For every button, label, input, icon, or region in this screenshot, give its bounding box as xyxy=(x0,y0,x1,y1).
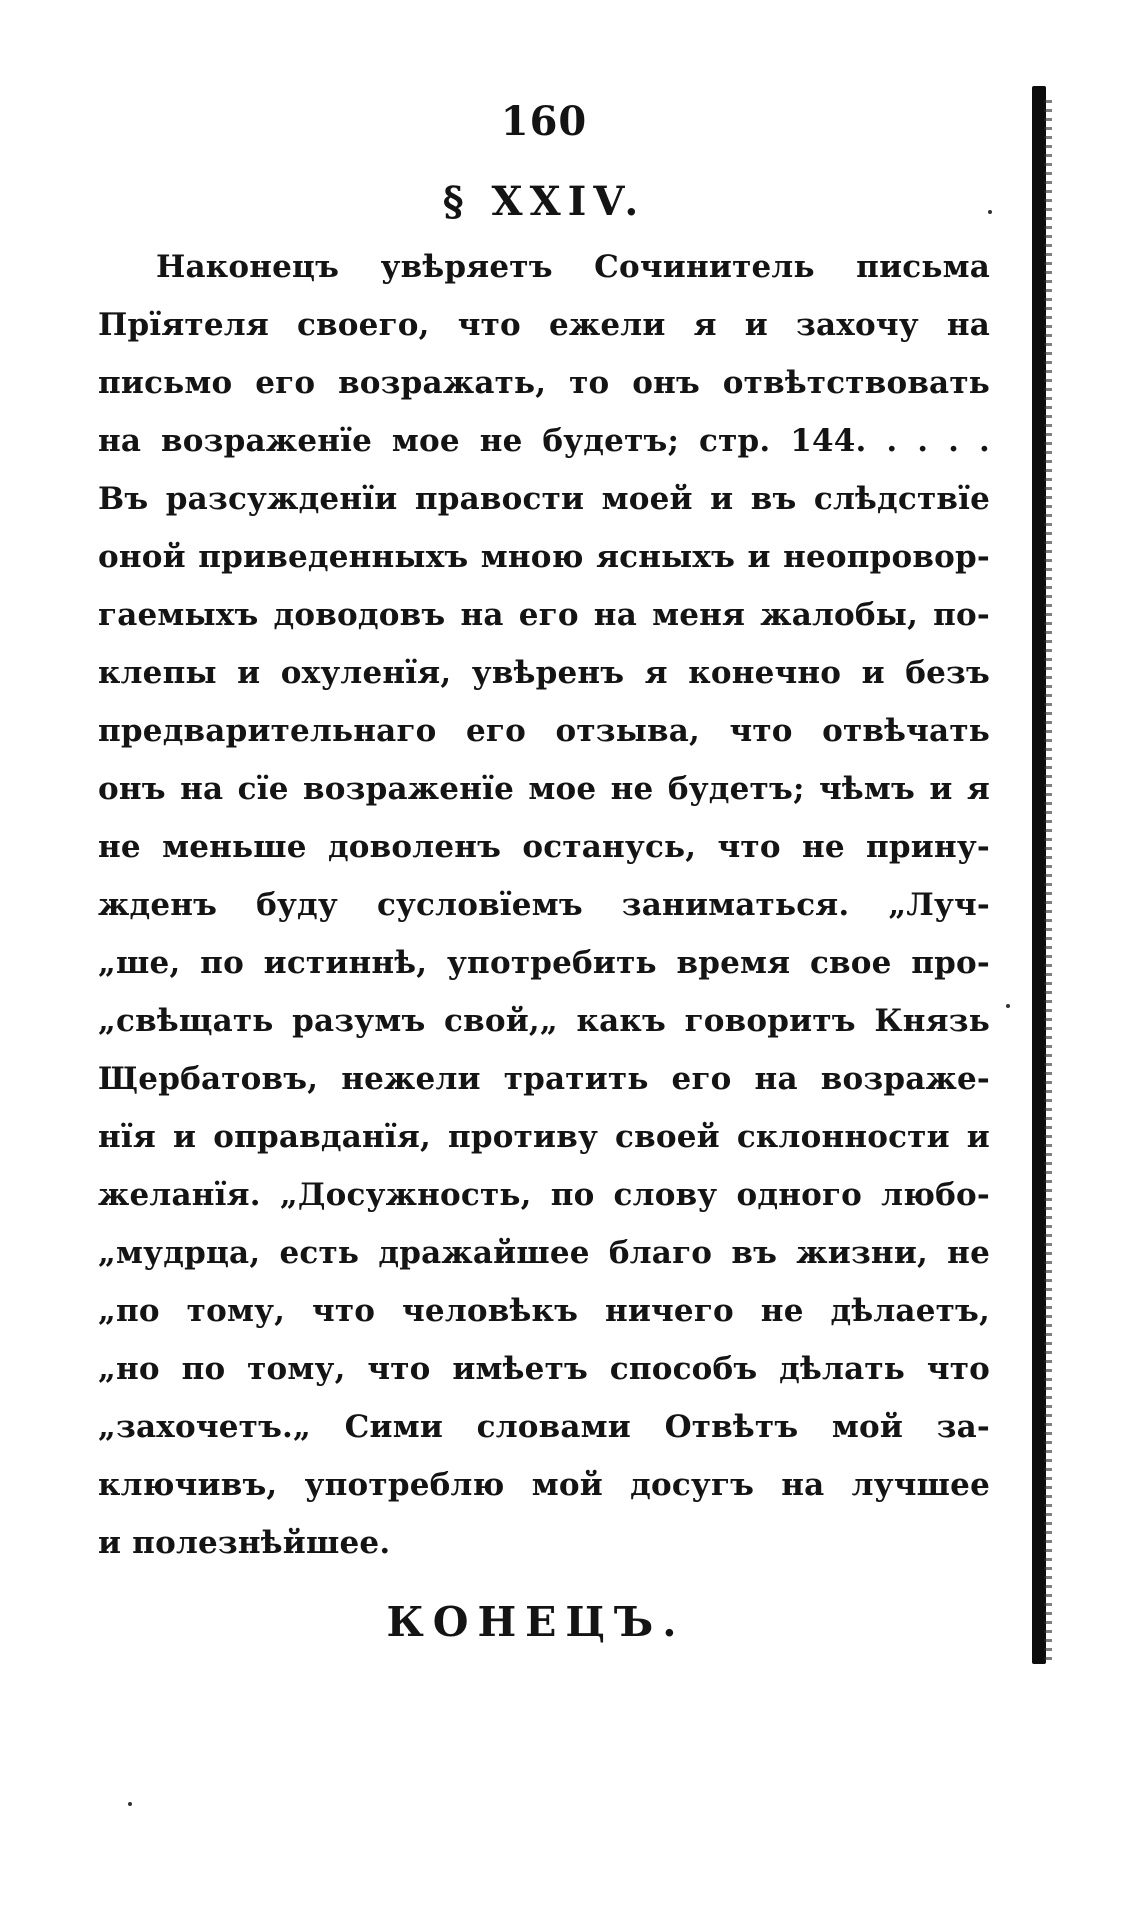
page-number: 160 xyxy=(500,98,588,145)
text-line: предварительнаго его отзыва, что отвѣчать xyxy=(98,713,990,749)
scan-speck xyxy=(988,210,992,214)
text-line: жденъ буду сусловїемъ заниматься. „Луч- xyxy=(98,887,990,923)
text-line: онъ на сїе возраженїе мое не будетъ; чѣмъ и я xyxy=(98,771,990,807)
section-title: § XXIV. xyxy=(442,178,646,225)
text-line: и полезнѣйшее. xyxy=(98,1525,391,1561)
text-line: клепы и охуленїя, увѣренъ я конечно и безъ xyxy=(98,655,990,691)
text-line: „ше, по истиннѣ, употребить время свое про- xyxy=(98,945,990,981)
text-line: „свѣщать разумъ свой,„ какъ говоритъ Князь xyxy=(98,1003,990,1039)
text-line: Прїятеля своего, что ежели я и захочу на xyxy=(98,307,990,343)
ending-word: КОНЕЦЪ. xyxy=(386,1598,686,1646)
text-line: Въ разсужденїи правости моей и въ слѣдствїе xyxy=(98,481,990,517)
text-line: „захочетъ.„ Сими словами Отвѣтъ мой за- xyxy=(98,1409,990,1445)
text-line: ключивъ, употреблю мой досугъ на лучшее xyxy=(98,1467,990,1503)
text-line: Наконецъ увѣряетъ Сочинитель письма xyxy=(156,249,990,285)
scan-speck xyxy=(128,1802,132,1806)
text-line: гаемыхъ доводовъ на его на меня жалобы, по- xyxy=(98,597,990,633)
text-line: оной приведенныхъ мною ясныхъ и неопровор- xyxy=(98,539,990,575)
scan-speck xyxy=(1006,1004,1010,1008)
text-line: письмо его возражать, то онъ отвѣтствовать xyxy=(98,365,990,401)
binding-edge-texture xyxy=(1044,100,1052,1660)
text-line: Щербатовъ, нежели тратить его на возраже- xyxy=(98,1061,990,1097)
text-line: „по тому, что человѣкъ ничего не дѣлаетъ, xyxy=(98,1293,990,1329)
text-line: „но по тому, что имѣетъ способъ дѣлать что xyxy=(98,1351,990,1387)
text-line: „мудрца, есть дражайшее благо въ жизни, не xyxy=(98,1235,990,1271)
text-line: желанїя. „Досужность, по слову одного любо- xyxy=(98,1177,990,1213)
text-line: нїя и оправданїя, противу своей склонности и xyxy=(98,1119,990,1155)
paragraph xyxy=(98,238,990,1572)
text-line: не меньше доволенъ останусь, что не прину- xyxy=(98,829,990,865)
text-line: на возраженїе мое не будетъ; стр. 144. . . . . xyxy=(98,423,990,459)
